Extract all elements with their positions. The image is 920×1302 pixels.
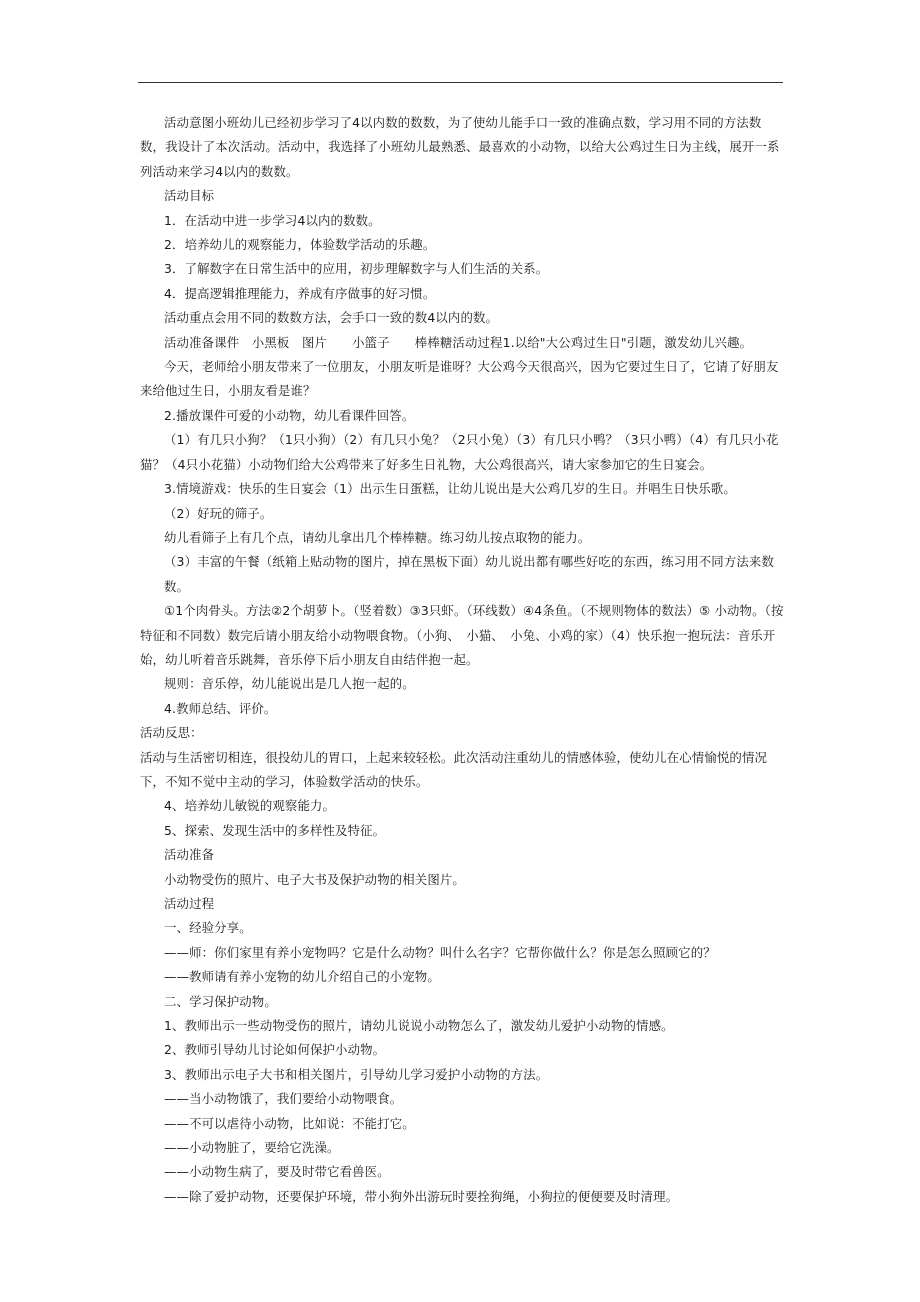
paragraph: 活动意图小班幼儿已经初步学习了4以内数的数数，为了使幼儿能手口一致的准确点数，学习用不同的方法数数，我设计了本次活动。活动中，我选择了小班幼儿最熟悉、最喜欢的小动物，以给大公鸡过生日为主线，展开一系列活动来学习4以内的数数。 <box>140 115 780 179</box>
paragraph: ①1个肉骨头。方法②2个胡萝卜。（竖着数）③3只虾。（环线数）④4条鱼。（不规则物体的数法）⑤ 小动物。（按特征和不同数）数完后请小朋友给小动物喂食物。（小狗、 小猫、 小兔、小鸡的家）（4）快乐抱一抱玩法：音乐开始，幼儿听着音乐跳舞，音乐停下后小朋友自由结伴抱一起。 <box>140 603 784 667</box>
paragraph: 3．了解数字在日常生活中的应用，初步理解数字与人们生活的关系。 <box>164 261 549 277</box>
paragraph: ——教师请有养小宠物的幼儿介绍自己的小宠物。 <box>164 969 440 985</box>
paragraph: 2．培养幼儿的观察能力，体验数学活动的乐趣。 <box>164 237 436 253</box>
paragraph: ——小动物脏了，要给它洗澡。 <box>164 1140 340 1156</box>
paragraph: 活动目标 <box>164 188 215 204</box>
paragraph: 小动物受伤的照片、电子大书及保护动物的相关图片。 <box>164 871 465 887</box>
paragraph: 今天，老师给小朋友带来了一位朋友，小朋友听是谁呀？大公鸡今天很高兴，因为它要过生日了，它请了好朋友来给他过生日，小朋友看是谁？ <box>140 359 779 399</box>
paragraph: 幼儿看筛子上有几个点，请幼儿拿出几个棒棒糖。练习幼儿按点取物的能力。 <box>164 529 591 545</box>
paragraph: ——除了爱护动物，还要保护环境，带小狗外出游玩时要拴狗绳，小狗拉的便便要及时清理。 <box>164 1188 679 1204</box>
paragraph: 2.播放课件可爱的小动物，幼儿看课件回答。 <box>164 407 415 423</box>
paragraph: 活动过程 <box>164 896 215 911</box>
paragraph: 4.教师总结、评价。 <box>164 700 277 716</box>
paragraph: 活动准备课件 小黑板 图片 小篮子 棒棒糖活动过程1.以给"大公鸡过生日"引题，激发幼儿兴趣。 <box>164 334 753 350</box>
paragraph: 4．提高逻辑推理能力，养成有序做事的好习惯。 <box>164 285 436 301</box>
paragraph: （3）丰富的午餐（纸箱上贴动物的图片，掉在黑板下面）幼儿说出都有哪些好吃的东西，练习用不同方法来数数。 <box>164 554 774 594</box>
paragraph: 3.情境游戏：快乐的生日宴会（1）出示生日蛋糕，让幼儿说出是大公鸡几岁的生日。并唱生日快乐歌。 <box>164 481 736 497</box>
paragraph: 规则：音乐停，幼儿能说出是几人抱一起的。 <box>164 676 415 692</box>
paragraph: ——不可以虐待小动物，比如说：不能打它。 <box>164 1115 415 1131</box>
paragraph: 活动重点会用不同的数数方法，会手口一致的数4以内的数。 <box>164 310 499 326</box>
header-rule <box>138 82 783 83</box>
paragraph: 一、经验分享。 <box>164 920 252 936</box>
paragraph: ——小动物生病了，要及时带它看兽医。 <box>164 1164 390 1180</box>
paragraph: 活动准备 <box>164 847 215 863</box>
paragraph: （2）好玩的筛子。 <box>164 505 273 521</box>
paragraph: ——师：你们家里有养小宠物吗？它是什么动物？叫什么名字？它帮你做什么？你是怎么照顾它的？ <box>164 944 716 960</box>
paragraph: 3、教师出示电子大书和相关图片，引导幼儿学习爱护小动物的方法。 <box>164 1066 549 1082</box>
paragraph: 4、培养幼儿敏锐的观察能力。 <box>164 798 336 814</box>
paragraph: 1、教师出示一些动物受伤的照片，请幼儿说说小动物怎么了，激发幼儿爱护小动物的情感。 <box>164 1018 674 1034</box>
paragraph: （1）有几只小狗？（1只小狗）（2）有几只小兔？（2只小兔）（3）有几只小鸭？（3只小鸭）（4）有几只小花猫？（4只小花猫）小动物们给大公鸡带来了好多生日礼物，大公鸡很高兴，请大家参加它的生日宴会。 <box>140 432 779 472</box>
document-body <box>140 111 785 1209</box>
paragraph: 活动反思： <box>140 725 203 741</box>
paragraph: 1．在活动中进一步学习4以内的数数。 <box>164 212 381 228</box>
paragraph: 二、学习保护动物。 <box>164 993 277 1009</box>
paragraph: ——当小动物饿了，我们要给小动物喂食。 <box>164 1091 403 1107</box>
paragraph: 2、教师引导幼儿讨论如何保护小动物。 <box>164 1042 386 1058</box>
paragraph: 5、探索、发现生活中的多样性及特征。 <box>164 822 386 838</box>
paragraph: 活动与生活密切相连，很投幼儿的胃口，上起来较轻松。此次活动注重幼儿的情感体验，使幼儿在心情愉悦的情况下，不知不觉中主动的学习，体验数学活动的快乐。 <box>140 749 768 789</box>
